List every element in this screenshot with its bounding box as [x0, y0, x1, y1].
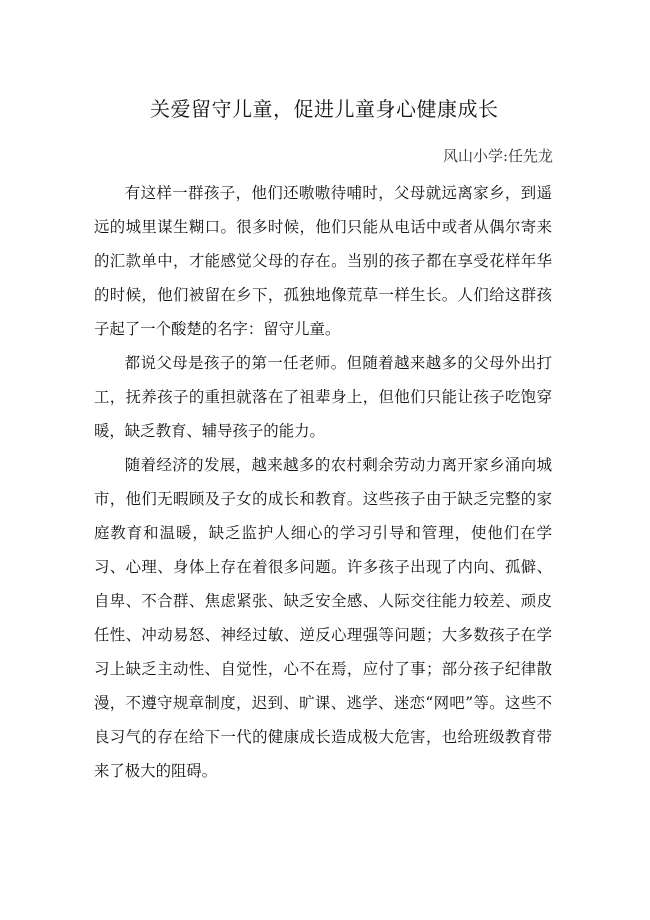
document-title: 关爱留守儿童，促进儿童身心健康成长	[150, 97, 499, 121]
author-line: 风山小学:任先龙	[442, 147, 553, 165]
paragraph-1: 有这样一群孩子，他们还嗷嗷待哺时，父母就远离家乡，到遥远的城里谋生糊口。很多时候，他们只能从电话中或者从偶尔寄来的汇款单中，才能感觉父母的存在。当别的孩子都在享受花样年华的时候，他们被留在乡下，孤独地像荒草一样生长。人们给这群孩子起了一个酸楚的名字：留守儿童。	[94, 184, 552, 338]
paragraph-2: 都说父母是孩子的第一任老师。但随着越来越多的父母外出打工，抚养孩子的重担就落在了祖辈身上，但他们只能让孩子吃饱穿暖，缺乏教育、辅导孩子的能力。	[94, 354, 552, 440]
paragraph-3: 随着经济的发展，越来越多的农村剩余劳动力离开家乡涌向城市，他们无暇顾及子女的成长和教育。这些孩子由于缺乏完整的家庭教育和温暖，缺乏监护人细心的学习引导和管理，使他们在学习、心理、身体上存在着很多问题。许多孩子出现了内向、孤僻、自卑、不合群、焦虑紧张、缺乏安全感、人际交往能力较差、顽皮任性、冲动易怒、神经过敏、逆反心理强等问题；大多数孩子在学习上缺乏主动性、自觉性，心不在焉，应付了事；部分孩子纪律散漫，不遵守规章制度，迟到、旷课、逃学、迷恋“网吧”等。这些不良习气的存在给下一代的健康成长造成极大危害，也给班级教育带来了极大的阻碍。	[94, 456, 552, 780]
document-body	[94, 176, 552, 788]
